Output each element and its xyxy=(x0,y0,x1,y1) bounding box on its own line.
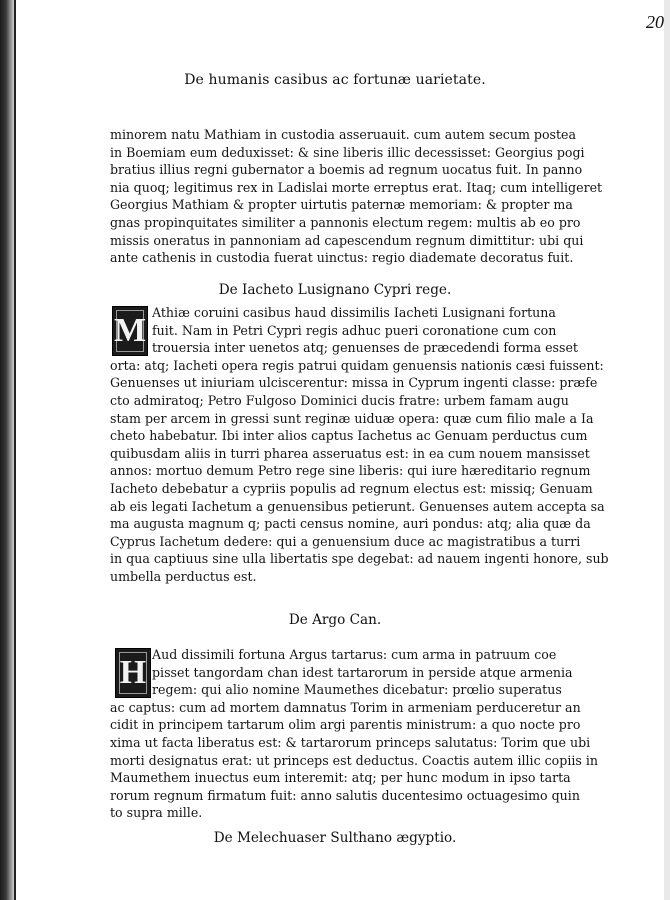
text-line: Cyprus Iachetum dedere: qui a genuensium duce ac magistratibus a turri xyxy=(110,533,581,549)
text-line: bratius illius regni gubernator a boemis ad regnum uocatus fuit. In panno xyxy=(110,162,583,178)
text-line: cheto habebatur. Ibi inter alios captus Iachetus ac Genuam perductus cum xyxy=(110,428,588,444)
text-line: Aud dissimili fortuna Argus tartarus: cum arma in patruum coe xyxy=(152,647,557,662)
text-line: nia quoq; legitimus rex in Ladislai morte erreptus erat. Itaq; cum intelligeret xyxy=(110,179,603,195)
text-line: ac captus: cum ad mortem damnatus Torim in armeniam perduceretur an xyxy=(110,699,581,715)
text-line: minorem natu Mathiam in custodia asseruauit. cum autem secum postea xyxy=(110,127,577,142)
text-line: missis oneratus in pannoniam ad capescendum regnum dimittitur: ubi qui xyxy=(110,232,584,248)
text-line: gnas propinquitates similiter a pannonis electum regem: multis ab eo pro xyxy=(110,214,581,230)
text-line: Georgius Mathiam & propter uirtutis paternæ memoriam: & propter ma xyxy=(110,197,573,213)
text-line: Genuenses ut iniuriam ulciscerentur: missa in Cyprum ingenti classe: præfe xyxy=(110,375,598,391)
paragraph-mathias xyxy=(110,126,603,267)
text-line: in Boemiam eum deduxisset: & sine liberis illic decessisset: Georgius pogi xyxy=(110,144,585,160)
text-line: pisset tangordam chan idest tartarorum in perside atque armenia xyxy=(152,664,573,680)
text-line: morti designatus erat: ut princeps est deductus. Coactis autem illic copiis in xyxy=(110,752,598,768)
running-head: De humanis casibus ac fortunæ uarietate. xyxy=(184,72,486,88)
text-line: quibusdam aliis in turri pharea asseruatus est: in ea cum nouem mansisset xyxy=(110,445,590,461)
text-line: in qua captiuus sine ulla libertatis spe degebat: ad nauem ingenti honore, sub xyxy=(110,551,609,567)
text-line: umbella perductus est. xyxy=(110,568,257,584)
text-line: ma augusta magnum q; pacti census nomine, auri pondus: atq; alia quæ da xyxy=(110,516,591,532)
text-line: Iacheto debebatur a cypriis populis ad regnum electus est: missiq; Genuam xyxy=(110,480,593,496)
text-line: regem: qui alio nomine Maumethes dicebatur: prœlio superatus xyxy=(152,682,562,698)
text-line: fuit. Nam in Petri Cypri regis adhuc pueri coronatione cum con xyxy=(152,322,557,338)
paragraph-argus xyxy=(110,646,598,822)
text-line: xima ut facta liberatus est: & tartarorum princeps salutatus: Torim que ubi xyxy=(110,734,591,750)
decorated-initial-m: M xyxy=(112,306,148,356)
text-line: stam per arcem in gressi sunt reginæ uiduæ opera: quæ cum filio male a Ia xyxy=(110,410,594,426)
section-heading-argus: De Argo Can. xyxy=(288,612,382,628)
text-line: orta: atq; Iacheti opera regis patrui quidam genuensis nationis cæsi fuissent: xyxy=(110,357,604,373)
section-heading-iachetus: De Iacheto Lusignano Cypri rege. xyxy=(218,282,452,298)
paragraph-iachetus xyxy=(110,304,609,586)
text-line: cidit in principem tartarum olim argi parentis ministrum: a quo nocte pro xyxy=(110,717,581,733)
text-line: trouersia inter uenetos atq; genuenses de præcedendi forma esset xyxy=(152,340,578,356)
section-heading-melechuaser: De Melechuaser Sulthano ægyptio. xyxy=(213,830,457,846)
page-binding-edge xyxy=(0,0,14,900)
text-line: ante cathenis in custodia fuerat uinctus: regio diademate decoratus fuit. xyxy=(110,250,574,266)
text-line: annos: mortuo demum Petro rege sine liberis: qui iure hæreditario regnum xyxy=(110,463,591,479)
text-line: to supra mille. xyxy=(110,805,203,821)
text-line: Maumethem inuectus eum interemit: atq; per hunc modum in ipso tarta xyxy=(110,770,571,786)
decorated-initial-h: H xyxy=(115,648,151,698)
text-line: cto admiratoq; Petro Fulgoso Dominici ducis fratre: urbem famam augu xyxy=(110,392,569,408)
text-line: Athiæ coruini casibus haud dissimilis Iacheti Lusignani fortuna xyxy=(152,305,556,320)
text-line: rorum regnum firmatum fuit: anno salutis ducentesimo octuagesimo quin xyxy=(110,787,580,803)
text-line: ab eis legati Iachetum a genuensibus petierunt. Genuenses autem accepta sa xyxy=(110,498,605,514)
folio-number: 20 xyxy=(646,12,664,32)
